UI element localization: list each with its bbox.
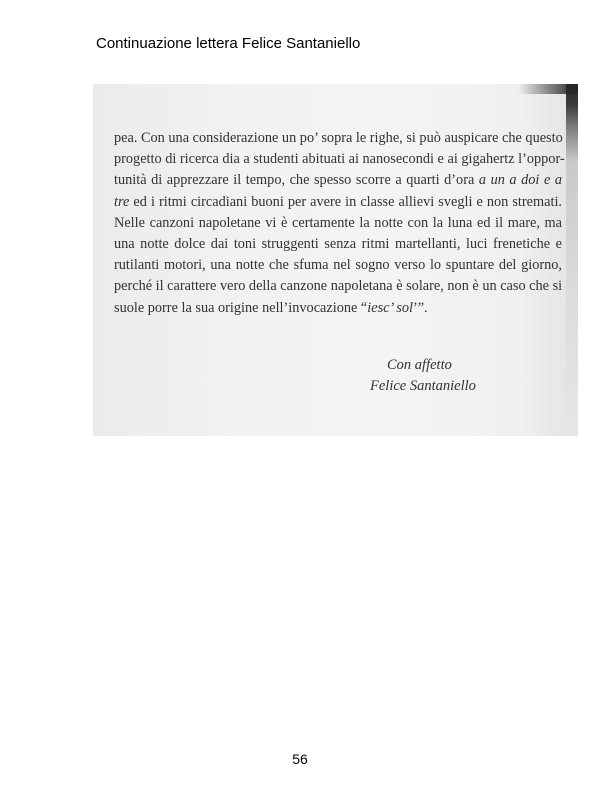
letter-line: suole porre la sua origine nell’invocazione “iesc’ sol’”.	[114, 299, 428, 316]
scanned-letter-image	[93, 84, 578, 436]
letter-line: una notte dolce dai toni struggenti senza ritmi martellanti, luci frenetiche e	[114, 236, 562, 253]
letter-line: rutilanti motori, una notte che sfuma nel sogno verso lo spuntare del giorno,	[114, 257, 562, 274]
signature-name: Felice Santaniello	[370, 378, 476, 394]
letter-line: pea. Con una considerazione un po’ sopra le righe, si può auspicare che questo	[114, 130, 563, 146]
letter-line: tre ed i ritmi circadiani buoni per avere in classe allievi svegli e non stremati.	[114, 193, 562, 210]
letter-signature-block	[370, 355, 476, 397]
closing-salutation: Con affetto	[387, 357, 452, 373]
page-number: 56	[292, 751, 308, 767]
letter-line: progetto di ricerca dia a studenti abituati ai nanosecondi e ai gigahertz l’oppor-	[114, 151, 565, 168]
letter-line: perché il carattere vero della canzone napoletana è solare, non è un caso che si	[114, 278, 563, 295]
letter-line: Nelle canzoni napoletane vi è certamente la notte con la luna ed il mare, ma	[114, 214, 562, 231]
letter-body	[114, 128, 565, 319]
page-title: Continuazione lettera Felice Santaniello	[96, 35, 361, 52]
letter-line: tunità di apprezzare il tempo, che spesso scorre a quarti d’ora a un a doi e a	[114, 172, 562, 189]
scan-corner-shadow	[518, 84, 578, 94]
scan-binding-shadow	[566, 84, 578, 436]
